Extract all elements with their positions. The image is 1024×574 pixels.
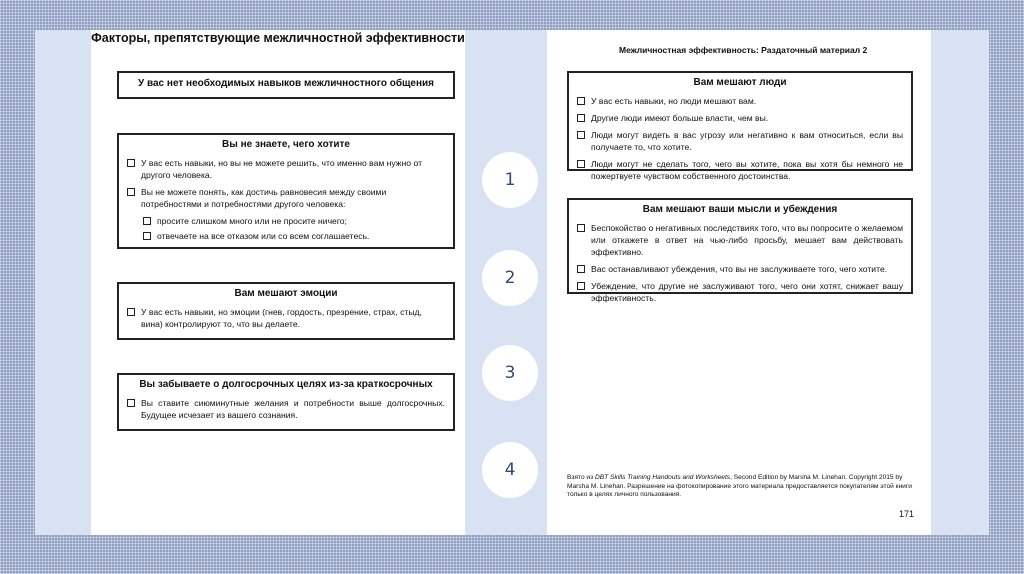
unknown-wants-box (117, 133, 455, 249)
list-item: У вас есть навыки, но вы не можете решить, что именно вам нужно от другого человека. (127, 157, 445, 181)
list-subitem: отвечаете на все отказом или со всем соглашаетесь. (143, 230, 445, 242)
marker-4: 4 (482, 442, 538, 498)
list-item: Люди могут не сделать того, чего вы хотите, пока вы хотя бы немного не пожертвуете чувством собственного достоинства. (577, 158, 903, 182)
checkbox-icon (127, 159, 135, 167)
checkbox-icon (577, 224, 585, 232)
list-item: У вас есть навыки, но эмоции (гнев, гордость, презрение, страх, стыд, вина) контролируют то, что вы делаете. (127, 306, 445, 330)
checkbox-icon (143, 232, 151, 240)
emotions-box (117, 282, 455, 340)
page-number: 171 (899, 509, 915, 519)
checkbox-icon (127, 399, 135, 407)
left-page (91, 30, 465, 535)
marker-1: 1 (482, 152, 538, 208)
checkbox-icon (143, 217, 151, 225)
thoughts-beliefs-title: Вам мешают ваши мысли и убеждения (642, 204, 838, 215)
list-item: Убеждение, что другие не заслуживают того, чего они хотят, снижает вашу эффективность. (577, 280, 903, 304)
checkbox-icon (577, 131, 585, 139)
list-item: Люди могут видеть в вас угрозу или негативно к вам относиться, если вы получаете то, что хотите. (577, 129, 903, 153)
emotions-title: Вам мешают эмоции (234, 288, 338, 299)
checkbox-icon (577, 97, 585, 105)
list-item: Беспокойство о негативных последствиях того, что вы попросите о желаемом или откажете в ответ на чью-либо просьбу, мешает вам действовать эффективно. (577, 222, 903, 258)
list-item: У вас есть навыки, но люди мешают вам. (577, 95, 903, 107)
right-page-title: Межличностная эффективность: Раздаточный материал 2 (619, 45, 868, 55)
no-skills-box (117, 71, 455, 99)
checkbox-icon (127, 308, 135, 316)
checkbox-icon (577, 114, 585, 122)
left-page-title: Факторы, препятствующие межличностной эффективности (91, 31, 465, 45)
checkbox-icon (127, 188, 135, 196)
list-subitem: просите слишком много или не просите ничего; (143, 215, 445, 227)
people-title: Вам мешают люди (693, 77, 787, 88)
thoughts-beliefs-box (567, 198, 913, 303)
long-term-goals-box (117, 373, 455, 431)
long-term-goals-title: Вы забываете о долгосрочных целях из-за краткосрочных (139, 379, 433, 390)
people-box (567, 71, 913, 181)
list-item: Другие люди имеют больше власти, чем вы. (577, 112, 903, 124)
marker-3: 3 (482, 345, 538, 401)
list-item: Вы ставите сиюминутные желания и потребности выше долгосрочных. Будущее исчезает из вашего сознания. (127, 397, 445, 421)
unknown-wants-title: Вы не знаете, чего хотите (222, 139, 350, 150)
book-title: DBT Skills Training Handouts and Worksheets (594, 474, 731, 481)
no-skills-title: У вас нет необходимых навыков межличностного общения (137, 78, 435, 89)
copyright-footer: Взято из DBT Skills Training Handouts and Worksheets, Second Edition by Marsha M. Linehan. Copyright 2015 by Marsha M. Linehan. Разрешение на фотокопирование этого материала предоставляется покупателям этой книги только в целях личного пользования. (567, 474, 912, 498)
checkbox-icon (577, 282, 585, 290)
checkbox-icon (577, 265, 585, 273)
list-item: Вас останавливают убеждения, что вы не заслуживаете того, чего хотите. (577, 263, 903, 275)
checkbox-icon (577, 160, 585, 168)
right-page (547, 30, 931, 535)
marker-2: 2 (482, 250, 538, 306)
list-item: Вы не можете понять, как достичь равновесия между своими потребностями и потребностями другого человека: (127, 186, 445, 210)
